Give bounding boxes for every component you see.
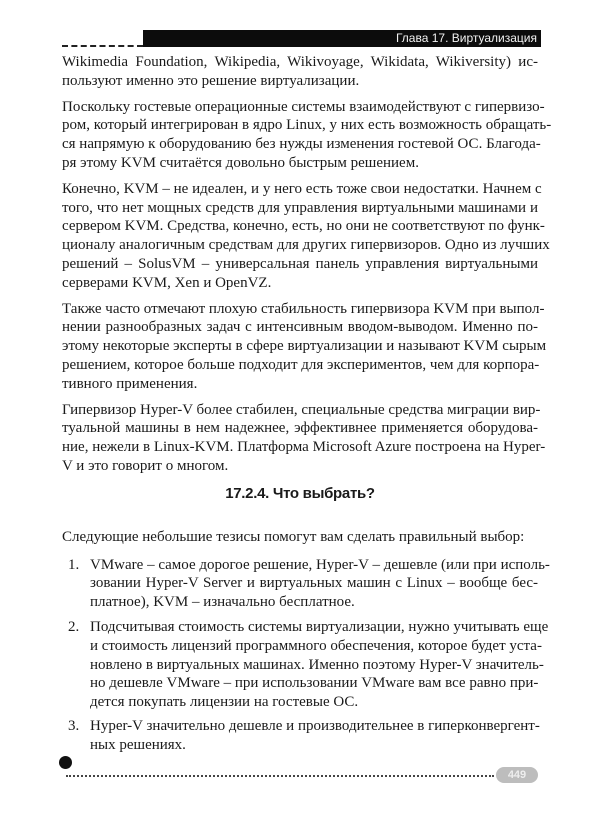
list-number: 1. — [68, 556, 80, 573]
page-number: 449 — [496, 767, 538, 783]
text-line: Wikimedia Foundation, Wikipedia, Wikivoyage, Wikidata, Wikiversity) ис- — [62, 54, 538, 70]
paragraph — [62, 53, 538, 91]
text-line: серверами KVM, Xen и OpenVZ. — [62, 274, 272, 291]
footer-divider — [66, 775, 494, 777]
text-line: и стоимость лицензий программного обеспечения, которое будет уста- — [90, 637, 542, 654]
paragraph — [62, 180, 550, 293]
text-line: новлено в виртуальных машинах. Именно поэтому Hyper-V значитель- — [90, 656, 544, 673]
text-line: Также часто отмечают плохую стабильность гипервизора KVM при выпол- — [62, 300, 545, 317]
section-heading: 17.2.4. Что выбрать? — [225, 484, 375, 502]
text-line: V и это говорит о многом. — [62, 457, 229, 474]
header-divider — [62, 45, 143, 47]
chapter-header: Глава 17. Виртуализация — [143, 30, 541, 47]
page-body — [62, 53, 552, 755]
text-line: сервером KVM. Средства, конечно, есть, но они не соответствуют по функ- — [62, 218, 545, 235]
paragraph — [62, 300, 547, 394]
text-line: ние, нежели в Linux-KVM. Платформа Microsoft Azure построена на Hyper- — [62, 439, 546, 456]
text-line: VMware – самое дорогое решение, Hyper-V – дешевле (или при исполь- — [90, 556, 550, 573]
text-line: ром, который интегрирован в ядро Linux, у них есть возможность обращать- — [62, 117, 552, 134]
text-line: этому некоторые эксперты в сфере виртуализации и называют KVM сырым — [62, 338, 547, 355]
text-line: Подсчитывая стоимость системы виртуализации, нужно учитывать еще — [90, 618, 549, 635]
text-line: туальной машины в нем надежнее, эффективнее применяется оборудова- — [62, 420, 538, 437]
text-line: Hyper-V значительно дешевле и производительнее в гиперконвергент- — [90, 717, 540, 734]
list-number: 3. — [68, 717, 80, 734]
footer-marker — [59, 756, 72, 769]
text-line: Конечно, KVM – не идеален, и у него есть тоже свои недостатки. Начнем с — [62, 180, 542, 197]
text-line: того, что нет мощных средств для управления виртуальными машинами и — [62, 199, 538, 216]
text-line: решений – SolusVM – универсальная панель управления виртуальными — [62, 255, 538, 272]
text-line: зовании Hyper-V Server и виртуальных машин с Linux – вообще бес- — [90, 575, 538, 592]
text-line: ря этому KVM считаётся довольно быстрым решением. — [62, 154, 419, 171]
list-item — [68, 717, 540, 755]
list-item — [68, 618, 549, 712]
text-line: ционалу аналогичным средствам для других гипервизоров. Одно из лучших — [62, 237, 550, 254]
text-line: ных решениях. — [90, 736, 186, 753]
text-line: тивного применения. — [62, 375, 198, 392]
paragraph — [62, 98, 552, 173]
text-line: решением, которое больше подходит для экспериментов, чем для корпора- — [62, 356, 540, 373]
text-line: Гипервизор Hyper-V более стабилен, специальные средства миграции вир- — [62, 401, 541, 418]
paragraph — [62, 401, 546, 476]
text-line: пользуют именно это решение виртуализации. — [62, 72, 360, 89]
text-line: Поскольку гостевые операционные системы взаимодействуют с гипервизо- — [62, 98, 545, 115]
text-line: дется покупать лицензии на гостевые ОС. — [90, 694, 359, 711]
section-intro — [62, 528, 538, 547]
list-item — [68, 556, 550, 612]
text-line: но дешевле VMware – при использовании VMware вам все равно при- — [90, 675, 539, 692]
text-line: платное), KVM – изначально бесплатное. — [90, 594, 355, 611]
list-number: 2. — [68, 618, 80, 635]
text-line: Следующие небольшие тезисы помогут вам сделать правильный выбор: — [62, 528, 525, 545]
text-line: нении разнообразных задач с интенсивным вводом-выводом. Именно по- — [62, 319, 538, 336]
text-line: ся напрямую к оборудованию без нужды изменения гостевой ОС. Благода- — [62, 136, 541, 153]
